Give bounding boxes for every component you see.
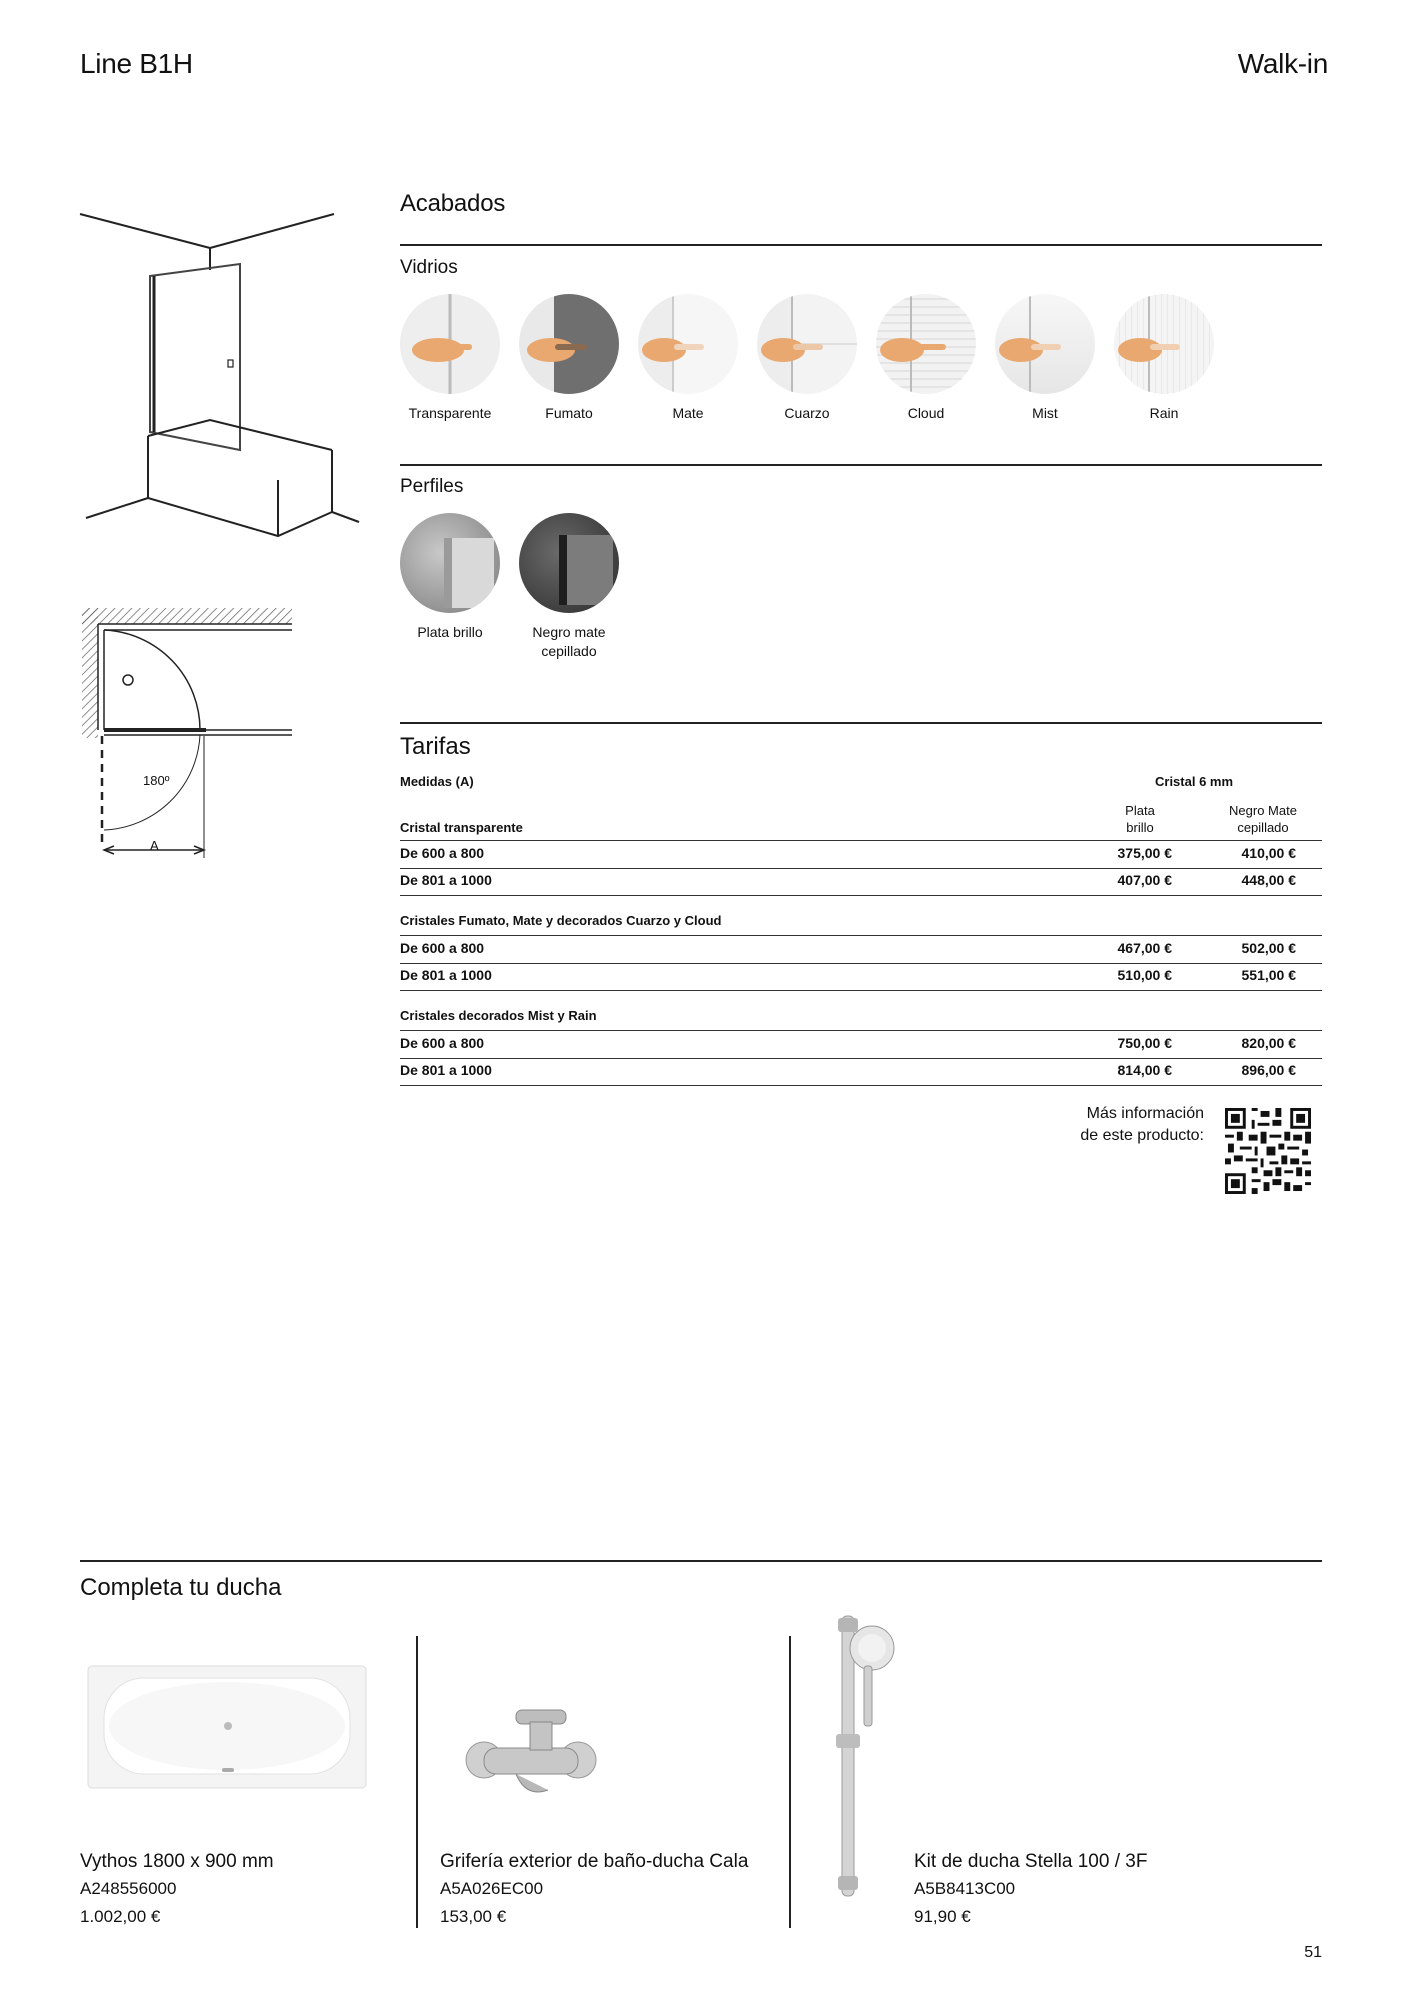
product-name: Grifería exterior de baño-ducha Cala bbox=[440, 1851, 749, 1872]
swatch-label: Cloud bbox=[907, 405, 945, 421]
size-cell: De 801 a 1000 bbox=[400, 967, 492, 983]
size-cell: De 600 a 800 bbox=[400, 1035, 485, 1051]
price-plata: 510,00 € bbox=[1117, 967, 1172, 983]
group-label: Cristales decorados Mist y Rain bbox=[400, 1008, 597, 1023]
swatch-label: Mist bbox=[1032, 405, 1058, 421]
hand-icon bbox=[1114, 294, 1214, 394]
glass-swatch-mist bbox=[995, 294, 1095, 423]
group-label: Cristales Fumato, Mate y decorados Cuarzo y Cloud bbox=[400, 913, 722, 928]
swatch-label: Negro mate cepillado bbox=[532, 624, 606, 659]
product-name: Vythos 1800 x 900 mm bbox=[80, 1851, 274, 1872]
product-card[interactable] bbox=[914, 1851, 1147, 1927]
profile-swatch-negro bbox=[519, 513, 619, 661]
size-cell: De 801 a 1000 bbox=[400, 1062, 492, 1078]
hand-icon bbox=[400, 294, 500, 394]
shower-kit-image[interactable] bbox=[820, 1606, 900, 1906]
glass-swatch-transparente bbox=[400, 294, 500, 423]
qr-code-icon[interactable] bbox=[1225, 1108, 1311, 1194]
profile-swatch-plata bbox=[400, 513, 500, 642]
swatch-label: Fumato bbox=[545, 405, 593, 421]
price-plata: 750,00 € bbox=[1117, 1035, 1172, 1051]
cristal-label: Cristal 6 mm bbox=[1155, 774, 1234, 789]
size-cell: De 600 a 800 bbox=[400, 845, 485, 861]
hand-icon bbox=[519, 294, 619, 394]
glass-swatch-mate bbox=[638, 294, 738, 423]
price-negro: 502,00 € bbox=[1241, 940, 1296, 956]
swatch-label: Cuarzo bbox=[784, 405, 830, 421]
profile-icon bbox=[400, 513, 500, 613]
more-info-line1: Más información bbox=[1086, 1105, 1204, 1122]
profile-icon bbox=[519, 513, 619, 613]
table-row bbox=[400, 1058, 1322, 1085]
product-name: Kit de ducha Stella 100 / 3F bbox=[914, 1851, 1148, 1872]
column-divider bbox=[416, 1636, 418, 1928]
swatch-label: Transparente bbox=[408, 405, 492, 421]
glass-swatch-fumato bbox=[519, 294, 619, 423]
product-code: A248556000 bbox=[80, 1879, 177, 1898]
size-cell: De 600 a 800 bbox=[400, 940, 485, 956]
completa-title: Completa tu ducha bbox=[80, 1574, 282, 1601]
size-cell: De 801 a 1000 bbox=[400, 872, 492, 888]
bathtub-image[interactable] bbox=[86, 1664, 368, 1794]
category-title: Walk-in bbox=[1237, 48, 1328, 79]
dimension-label: A bbox=[150, 838, 159, 853]
price-negro: 896,00 € bbox=[1241, 1062, 1296, 1078]
perfiles-title: Perfiles bbox=[400, 476, 464, 497]
price-negro: 551,00 € bbox=[1241, 967, 1296, 983]
table-rule bbox=[400, 895, 1322, 896]
swatch-label: Mate bbox=[672, 405, 704, 421]
acabados-title: Acabados bbox=[400, 190, 506, 217]
table-row bbox=[400, 841, 1322, 868]
product-price: 91,90 € bbox=[914, 1907, 971, 1926]
vidrios-title: Vidrios bbox=[400, 257, 458, 278]
tarifas-title: Tarifas bbox=[400, 733, 471, 760]
price-negro: 410,00 € bbox=[1241, 845, 1296, 861]
divider bbox=[80, 1560, 1322, 1562]
price-negro: 448,00 € bbox=[1241, 872, 1296, 888]
table-row bbox=[400, 936, 1322, 963]
hand-icon bbox=[995, 294, 1095, 394]
divider bbox=[400, 244, 1322, 246]
table-rule bbox=[400, 990, 1322, 991]
column-divider bbox=[789, 1636, 791, 1928]
more-info-text bbox=[1080, 1103, 1204, 1147]
product-code: A5B8413C00 bbox=[914, 1879, 1016, 1898]
price-plata: 407,00 € bbox=[1117, 872, 1172, 888]
glass-swatch-cloud bbox=[876, 294, 976, 423]
glass-swatch-rain bbox=[1114, 294, 1214, 423]
price-plata: 814,00 € bbox=[1117, 1062, 1172, 1078]
swatch-label: Plata brillo bbox=[417, 624, 483, 640]
section-title: Line B1H bbox=[80, 48, 193, 79]
product-code: A5A026EC00 bbox=[440, 1879, 544, 1898]
hand-icon bbox=[876, 294, 976, 394]
more-info-line2: de este producto: bbox=[1080, 1127, 1204, 1144]
price-negro: 820,00 € bbox=[1241, 1035, 1296, 1051]
price-plata: 375,00 € bbox=[1117, 845, 1172, 861]
glass-swatch-cuarzo bbox=[757, 294, 857, 423]
faucet-image[interactable] bbox=[456, 1700, 606, 1800]
swatch-label: Rain bbox=[1149, 405, 1179, 421]
table-row bbox=[400, 963, 1322, 990]
group-label: Cristal transparente bbox=[400, 820, 523, 835]
angle-label: 180º bbox=[143, 773, 170, 788]
product-plan-drawing bbox=[80, 600, 300, 860]
table-row bbox=[400, 1031, 1322, 1058]
page-number: 51 bbox=[1304, 1944, 1322, 1961]
product-card[interactable] bbox=[440, 1851, 748, 1927]
hand-icon bbox=[638, 294, 738, 394]
col-plata-header: Plata brillo bbox=[1125, 803, 1155, 835]
col-negro-header: Negro Mate cepillado bbox=[1229, 803, 1297, 835]
product-price: 1.002,00 € bbox=[80, 1907, 161, 1926]
hand-icon bbox=[757, 294, 857, 394]
divider bbox=[400, 464, 1322, 466]
product-iso-drawing bbox=[74, 200, 374, 550]
table-rule bbox=[400, 1085, 1322, 1086]
price-plata: 467,00 € bbox=[1117, 940, 1172, 956]
medidas-label: Medidas (A) bbox=[400, 774, 474, 789]
product-card[interactable] bbox=[80, 1851, 274, 1927]
divider bbox=[400, 722, 1322, 724]
table-row bbox=[400, 868, 1322, 895]
product-price: 153,00 € bbox=[440, 1907, 507, 1926]
